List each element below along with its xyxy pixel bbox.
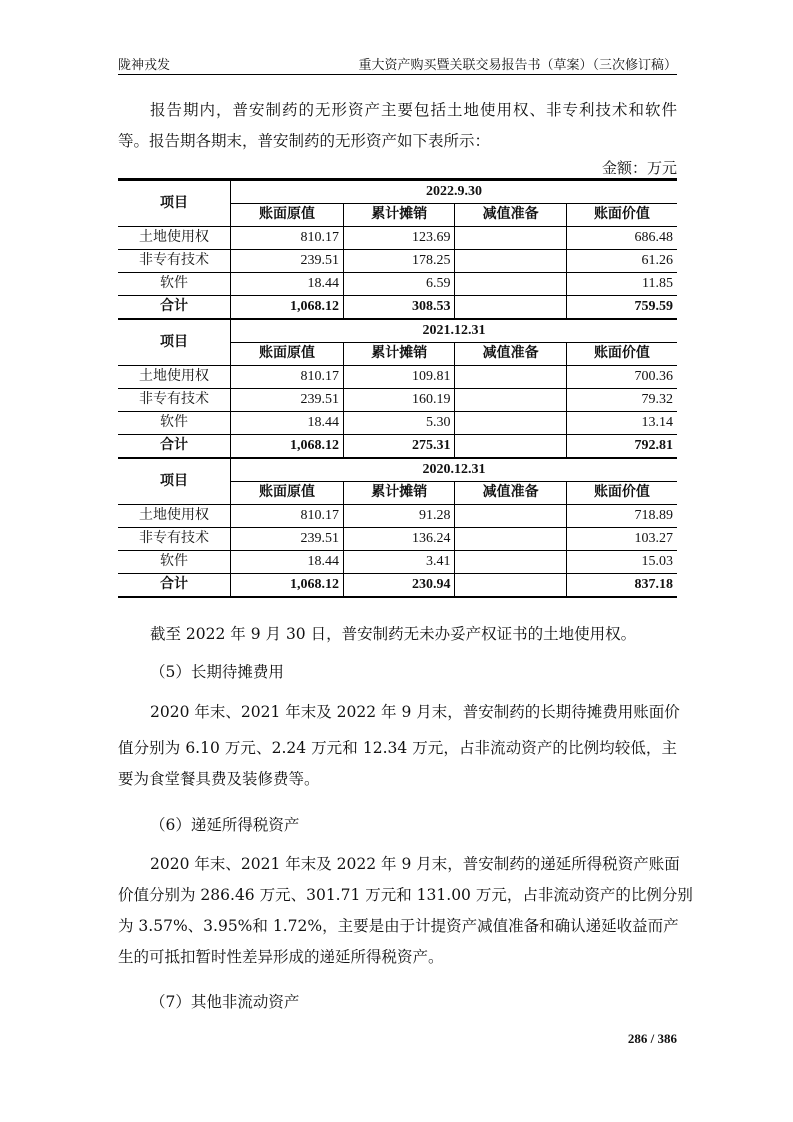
column-header-cell: 账面原值 [231,343,344,366]
table-row [118,273,677,296]
table-row [118,551,677,574]
period-header-row [118,458,677,482]
total-value-cell [455,435,566,459]
row-label-cell: 软件 [118,551,231,574]
section-6-line-2: 价值分别为 286.46 万元、301.71 万元和 131.00 万元，占非流动资产的比例分别 [118,886,693,904]
row-label-cell: 非专有技术 [118,250,231,273]
value-cell: 18.44 [231,273,344,296]
value-cell [455,366,566,389]
table-row [118,227,677,250]
value-cell: 91.28 [344,505,455,528]
value-cell: 136.24 [344,528,455,551]
total-value-cell: 308.53 [344,296,455,320]
column-header-cell: 减值准备 [455,482,566,505]
value-cell: 810.17 [231,505,344,528]
total-label-cell: 合计 [118,574,231,598]
table-row [118,528,677,551]
land-certificate-note: 截至 2022 年 9 月 30 日，普安制药无未办妥产权证书的土地使用权。 [150,625,637,643]
period-header-row [118,319,677,343]
total-value-cell: 1,068.12 [231,435,344,459]
value-cell: 6.59 [344,273,455,296]
value-cell: 18.44 [231,551,344,574]
period-header-cell: 2020.12.31 [231,458,678,482]
section-5-line-3: 要为食堂餐具费及装修费等。 [118,770,320,788]
intro-line-2: 等。报告期各期末，普安制药的无形资产如下表所示： [118,132,491,150]
row-label-cell: 非专有技术 [118,528,231,551]
column-header-cell: 账面价值 [566,343,677,366]
row-label-cell: 软件 [118,273,231,296]
column-header-cell: 账面原值 [231,482,344,505]
total-value-cell: 1,068.12 [231,296,344,320]
value-cell [455,250,566,273]
value-cell: 810.17 [231,366,344,389]
total-row [118,435,677,459]
page-number: 286 / 386 [627,1031,677,1046]
value-cell: 5.30 [344,412,455,435]
row-label-cell: 土地使用权 [118,366,231,389]
value-cell: 79.32 [566,389,677,412]
table-row [118,366,677,389]
value-cell [455,389,566,412]
total-label-cell: 合计 [118,435,231,459]
value-cell [455,412,566,435]
value-cell: 810.17 [231,227,344,250]
header-document-title: 重大资产购买暨关联交易报告书（草案）（三次修订稿） [358,58,677,73]
row-label-cell: 非专有技术 [118,389,231,412]
column-header-cell: 减值准备 [455,204,566,227]
table-row [118,412,677,435]
value-cell: 239.51 [231,389,344,412]
row-label-cell: 软件 [118,412,231,435]
period-header-cell: 2022.9.30 [231,180,678,204]
header-company: 陇神戎发 [118,58,171,73]
intangible-assets-table [118,178,677,598]
column-header-cell: 减值准备 [455,343,566,366]
value-cell [455,505,566,528]
total-value-cell [455,574,566,598]
value-cell [455,551,566,574]
section-6-line-3: 为 3.57%、3.95%和 1.72%，主要是由于计提资产减值准备和确认递延收益而产 [118,917,679,935]
intro-line-1: 报告期内，普安制药的无形资产主要包括土地使用权、非专利技术和软件 [150,101,677,119]
value-cell [455,227,566,250]
section-6-title: （6）递延所得税资产 [150,816,300,834]
value-cell: 239.51 [231,528,344,551]
period-header-row [118,180,677,204]
unit-label: 金额：万元 [601,159,677,177]
value-cell: 15.03 [566,551,677,574]
column-header-cell: 账面价值 [566,482,677,505]
column-header-cell: 账面原值 [231,204,344,227]
table-row [118,505,677,528]
section-5-line-2: 值分别为 6.10 万元、2.24 万元和 12.34 万元，占非流动资产的比例均较低，主 [118,739,677,757]
total-value-cell: 230.94 [344,574,455,598]
value-cell [455,273,566,296]
section-5-title: （5）长期待摊费用 [150,663,284,681]
value-cell: 700.36 [566,366,677,389]
value-cell: 109.81 [344,366,455,389]
section-6-line-1: 2020 年末、2021 年末及 2022 年 9 月末，普安制药的递延所得税资产账面 [150,855,680,873]
column-header-cell: 累计摊销 [344,482,455,505]
value-cell: 686.48 [566,227,677,250]
total-row [118,296,677,320]
column-header-cell: 累计摊销 [344,204,455,227]
value-cell: 178.25 [344,250,455,273]
column-header-cell: 账面价值 [566,204,677,227]
total-value-cell: 759.59 [566,296,677,320]
section-6-line-4: 生的可抵扣暂时性差异形成的递延所得税资产。 [118,948,444,966]
total-value-cell: 792.81 [566,435,677,459]
table-row [118,250,677,273]
item-header-cell: 项目 [118,458,231,505]
value-cell: 11.85 [566,273,677,296]
value-cell: 718.89 [566,505,677,528]
total-value-cell: 275.31 [344,435,455,459]
item-header-cell: 项目 [118,319,231,366]
value-cell [455,528,566,551]
value-cell: 61.26 [566,250,677,273]
table-row [118,389,677,412]
section-5-line-1: 2020 年末、2021 年末及 2022 年 9 月末，普安制药的长期待摊费用账面价 [150,703,680,721]
total-row [118,574,677,598]
section-7-title: （7）其他非流动资产 [150,993,300,1011]
value-cell: 239.51 [231,250,344,273]
value-cell: 160.19 [344,389,455,412]
value-cell: 13.14 [566,412,677,435]
value-cell: 123.69 [344,227,455,250]
value-cell: 3.41 [344,551,455,574]
row-label-cell: 土地使用权 [118,227,231,250]
period-header-cell: 2021.12.31 [231,319,678,343]
total-label-cell: 合计 [118,296,231,320]
total-value-cell [455,296,566,320]
row-label-cell: 土地使用权 [118,505,231,528]
column-header-cell: 累计摊销 [344,343,455,366]
item-header-cell: 项目 [118,180,231,227]
header-divider [118,74,677,75]
value-cell: 103.27 [566,528,677,551]
total-value-cell: 1,068.12 [231,574,344,598]
value-cell: 18.44 [231,412,344,435]
total-value-cell: 837.18 [566,574,677,598]
